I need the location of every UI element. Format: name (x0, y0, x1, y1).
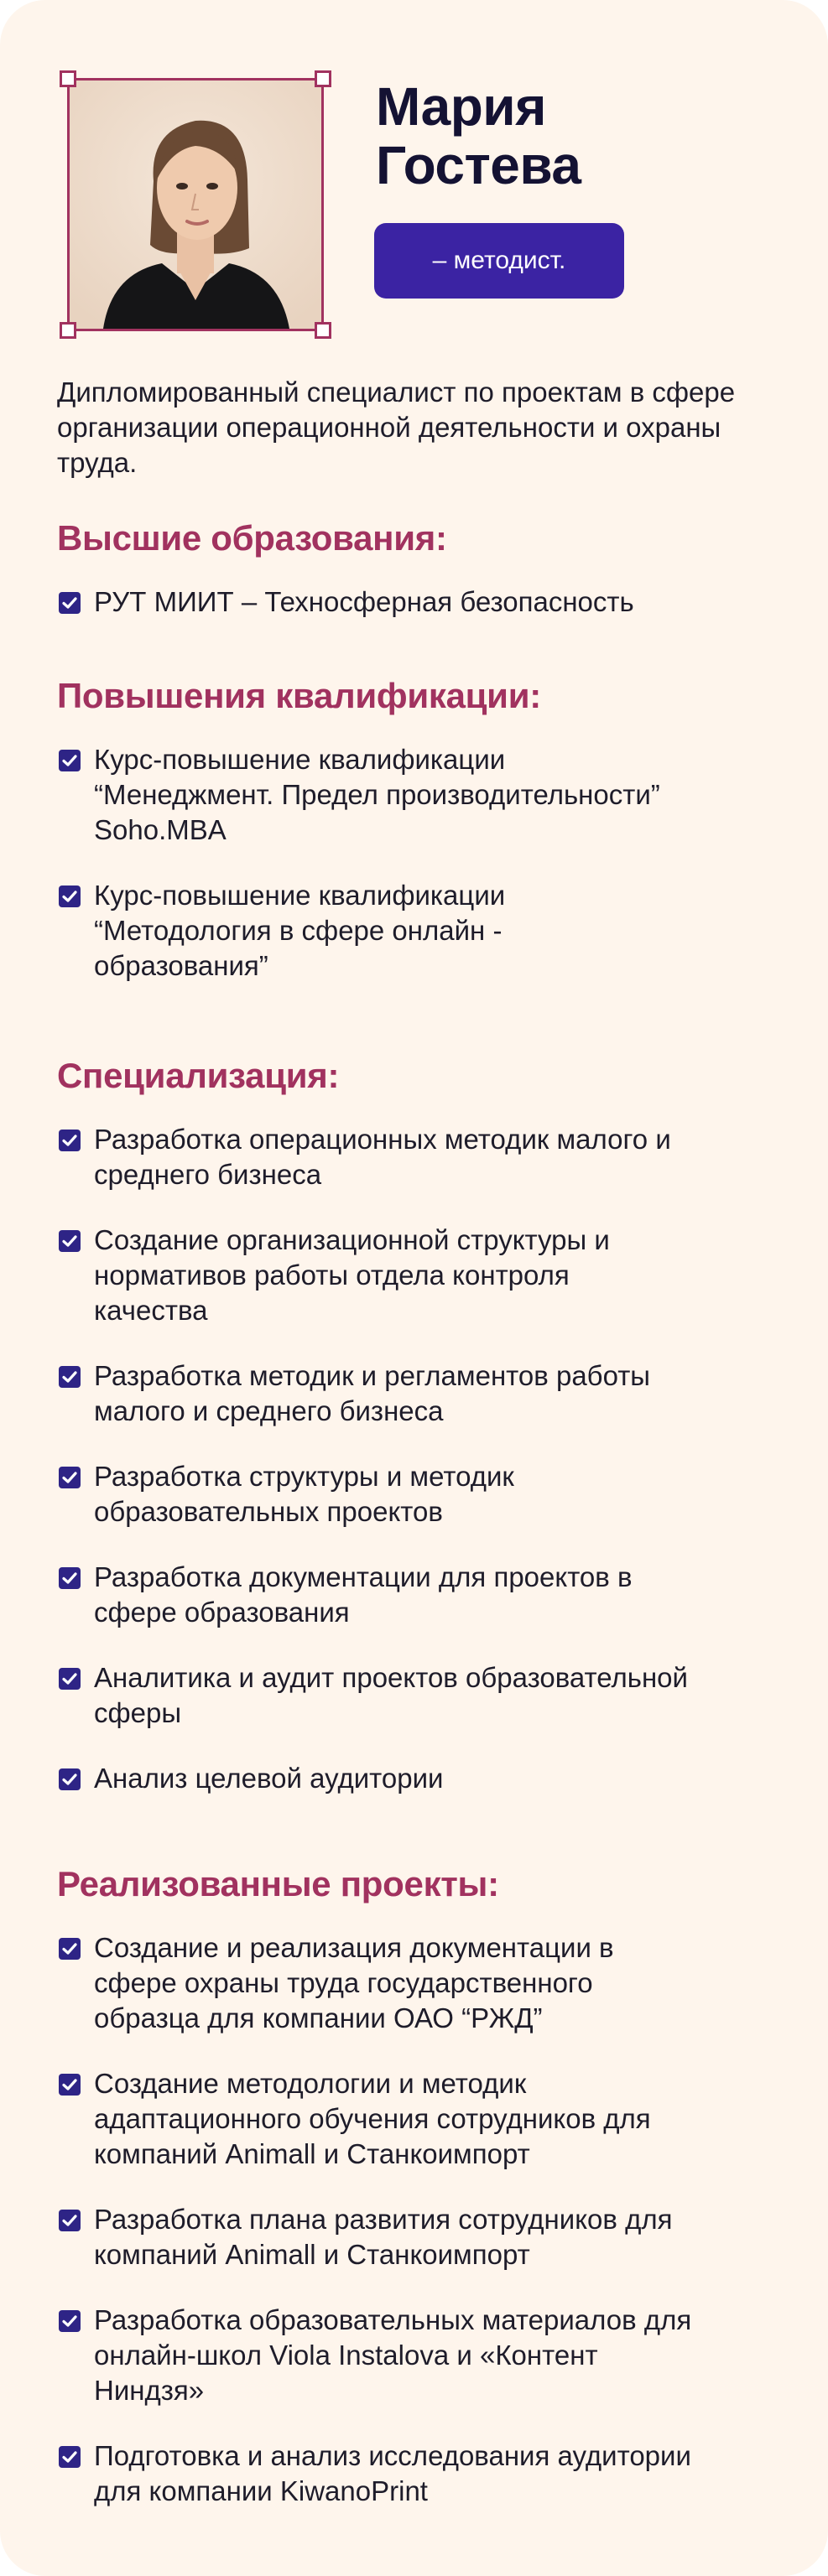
description: Дипломированный специалист по проектам в сфере организации операционной деятельности и охраны труда. (57, 377, 736, 478)
list-item-text: Курс-повышение квалификации (94, 744, 506, 775)
section-specialization (57, 1055, 779, 1796)
list-item (57, 1761, 779, 1796)
person-name (376, 77, 581, 195)
list-item (57, 1223, 779, 1328)
role-badge[interactable]: – методист. (374, 223, 624, 299)
last-name: Гостева (376, 135, 581, 195)
list-item-text: Разработка образовательных материалов для (94, 2304, 692, 2335)
list-item-text: образования” (94, 950, 268, 981)
list-item-text: сфере образования (94, 1597, 350, 1628)
list-item-text: адаптационного обучения сотрудников для (94, 2103, 651, 2134)
resize-handle-bottom-left (60, 322, 76, 339)
checkbox-checked-icon (59, 1130, 81, 1151)
list-item-text: Разработка плана развития сотрудников для (94, 2204, 673, 2235)
checkbox-checked-icon (59, 1230, 81, 1252)
checkbox-checked-icon (59, 1668, 81, 1690)
list-item (57, 1560, 779, 1630)
list-item-text: “Методология в сфере онлайн - (94, 915, 503, 946)
list-item-text: Разработка методик и регламентов работы (94, 1360, 651, 1391)
checkbox-checked-icon (59, 886, 81, 907)
checkbox-checked-icon (59, 750, 81, 771)
checkbox-checked-icon (59, 1768, 81, 1790)
list-item-text: образовательных проектов (94, 1496, 443, 1527)
list-item-text: Ниндзя» (94, 2375, 205, 2406)
list-item-text: Разработка операционных методик малого и (94, 1124, 671, 1155)
list-item-text: среднего бизнеса (94, 1159, 322, 1190)
list-item-text: качества (94, 1295, 208, 1326)
list-item (57, 1930, 779, 2036)
item-list (57, 1122, 779, 1796)
list-item-text: сфере охраны труда государственного (94, 1967, 593, 1998)
checkbox-checked-icon (59, 1938, 81, 1960)
list-item (57, 2438, 779, 2509)
list-item-text: “Менеджмент. Предел производительности” (94, 779, 660, 810)
list-item (57, 742, 779, 848)
list-item (57, 1122, 779, 1192)
section-title: Повышения квалификации: (57, 676, 541, 715)
list-item-text: Подготовка и анализ исследования аудитории (94, 2440, 691, 2471)
resize-handle-top-left (60, 70, 76, 87)
resize-handle-bottom-right (315, 322, 331, 339)
item-list (57, 742, 779, 984)
list-item-text: Создание организационной структуры и (94, 1224, 610, 1255)
section-title: Специализация: (57, 1056, 340, 1095)
checkbox-checked-icon (59, 2310, 81, 2332)
list-item-text: Аналитика и аудит проектов образовательной (94, 1662, 688, 1693)
section-title: Реализованные проекты: (57, 1864, 499, 1903)
list-item-text: Анализ целевой аудитории (94, 1763, 444, 1794)
list-item-text: компаний Animall и Станкоимпорт (94, 2138, 530, 2169)
checkbox-checked-icon (59, 2074, 81, 2096)
item-list (57, 1930, 779, 2509)
list-item-text: образца для компании ОАО “РЖД” (94, 2002, 543, 2033)
list-item (57, 878, 779, 984)
checkbox-checked-icon (59, 1366, 81, 1388)
list-item-text: онлайн-школ Viola Instalova и «Контент (94, 2340, 598, 2371)
checkbox-checked-icon (59, 1567, 81, 1589)
list-item-text: Soho.MBA (94, 814, 227, 845)
list-item (57, 2202, 779, 2272)
first-name: Мария (376, 76, 546, 137)
photo-frame (67, 78, 324, 331)
list-item (57, 1660, 779, 1731)
section-projects (57, 1863, 779, 2509)
section-title: Высшие образования: (57, 518, 447, 558)
list-item (57, 1459, 779, 1530)
resize-handle-top-right (315, 70, 331, 87)
checkbox-checked-icon (59, 592, 81, 614)
list-item-text: малого и среднего бизнеса (94, 1395, 444, 1426)
list-item-text: Разработка структуры и методик (94, 1461, 514, 1492)
list-item-text: Разработка документации для проектов в (94, 1561, 633, 1592)
list-item-text: РУТ МИИТ – Техносферная безопасность (94, 586, 634, 617)
checkbox-checked-icon (59, 2446, 81, 2468)
list-item-text: для компании KiwanoPrint (94, 2475, 428, 2506)
list-item (57, 2303, 779, 2408)
list-item-text: компаний Animall и Станкоимпорт (94, 2239, 530, 2270)
list-item-text: Создание методологии и методик (94, 2068, 527, 2099)
list-item-text: сферы (94, 1697, 182, 1728)
section-education (57, 517, 779, 620)
list-item-text: Курс-повышение квалификации (94, 880, 506, 911)
item-list (57, 584, 779, 620)
portrait-photo (70, 80, 321, 329)
list-item (57, 584, 779, 620)
list-item (57, 2066, 779, 2172)
list-item-text: нормативов работы отдела контроля (94, 1259, 570, 1291)
checkbox-checked-icon (59, 2210, 81, 2231)
list-item (57, 1358, 779, 1429)
checkbox-checked-icon (59, 1467, 81, 1488)
section-qualification (57, 675, 779, 984)
list-item-text: Создание и реализация документации в (94, 1932, 614, 1963)
